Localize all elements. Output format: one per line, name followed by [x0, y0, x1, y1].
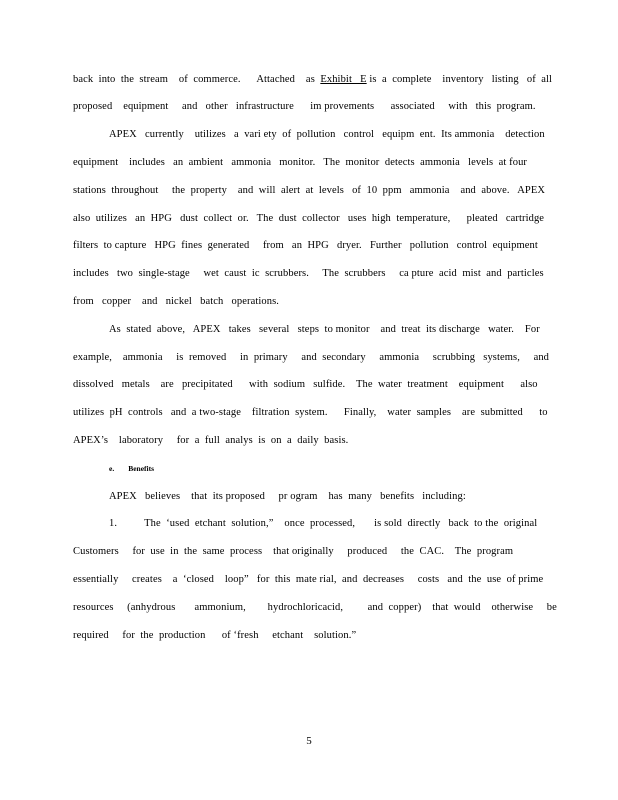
- page-number: 5: [306, 735, 312, 747]
- paragraph-first-line: As stated above, APEX takes several steps to monitor and treat its discharge water. For: [109, 324, 540, 335]
- text-line: APEX’s laboratory for a full analys is on a daily basis.: [73, 435, 349, 446]
- text-segment: back into the stream of commerce. Attached as: [73, 74, 321, 85]
- section-letter: e.: [109, 464, 115, 473]
- text-line: [73, 73, 553, 87]
- section-title: Benefits: [128, 464, 155, 473]
- section-heading: [109, 464, 154, 474]
- text-line: includes two single-stage wet caust ic scrubbers. The scrubbers ca pture acid mist and particles: [73, 268, 544, 279]
- text-line: proposed equipment and other infrastructure im provements associated with this program.: [73, 101, 536, 112]
- text-segment: is a complete inventory listing of all: [366, 74, 553, 85]
- text-line: example, ammonia is removed in primary and secondary ammonia scrubbing systems, and: [73, 352, 550, 363]
- text-line: also utilizes an HPG dust collect or. The dust collector uses high temperature, pleated cartridge: [73, 213, 545, 224]
- text-line: resources (anhydrous ammonium, hydrochloricacid, and copper) that would otherwise be: [73, 602, 557, 613]
- text-line: essentially creates a ‘closed loop” for this mate rial, and decreases costs and the use of prime: [73, 574, 544, 585]
- text-line: dissolved metals are precipitated with sodium sulfide. The water treatment equipment also: [73, 379, 538, 390]
- text-line: Customers for use in the same process that originally produced the CAC. The program: [73, 546, 514, 557]
- list-item-first-line: 1. The ‘used etchant solution,” once processed, is sold directly back to the original: [109, 518, 538, 529]
- text-line: equipment includes an ambient ammonia monitor. The monitor detects ammonia levels at four: [73, 157, 528, 168]
- text-line: filters to capture HPG fines generated from an HPG dryer. Further pollution control equipment: [73, 240, 538, 251]
- paragraph-first-line: APEX currently utilizes a vari ety of pollution control equipm ent. Its ammonia detection: [109, 129, 545, 140]
- text-line: stations throughout the property and will alert at levels of 10 ppm ammonia and above. APEX: [73, 185, 546, 196]
- text-line: required for the production of ‘fresh etchant solution.”: [73, 630, 357, 641]
- paragraph-first-line: APEX believes that its proposed pr ogram has many benefits including:: [109, 491, 466, 502]
- text-line: utilizes pH controls and a two-stage filtration system. Finally, water samples are submitted to: [73, 407, 548, 418]
- text-line: from copper and nickel batch operations.: [73, 296, 279, 307]
- exhibit-reference: Exhibit E: [320, 74, 367, 85]
